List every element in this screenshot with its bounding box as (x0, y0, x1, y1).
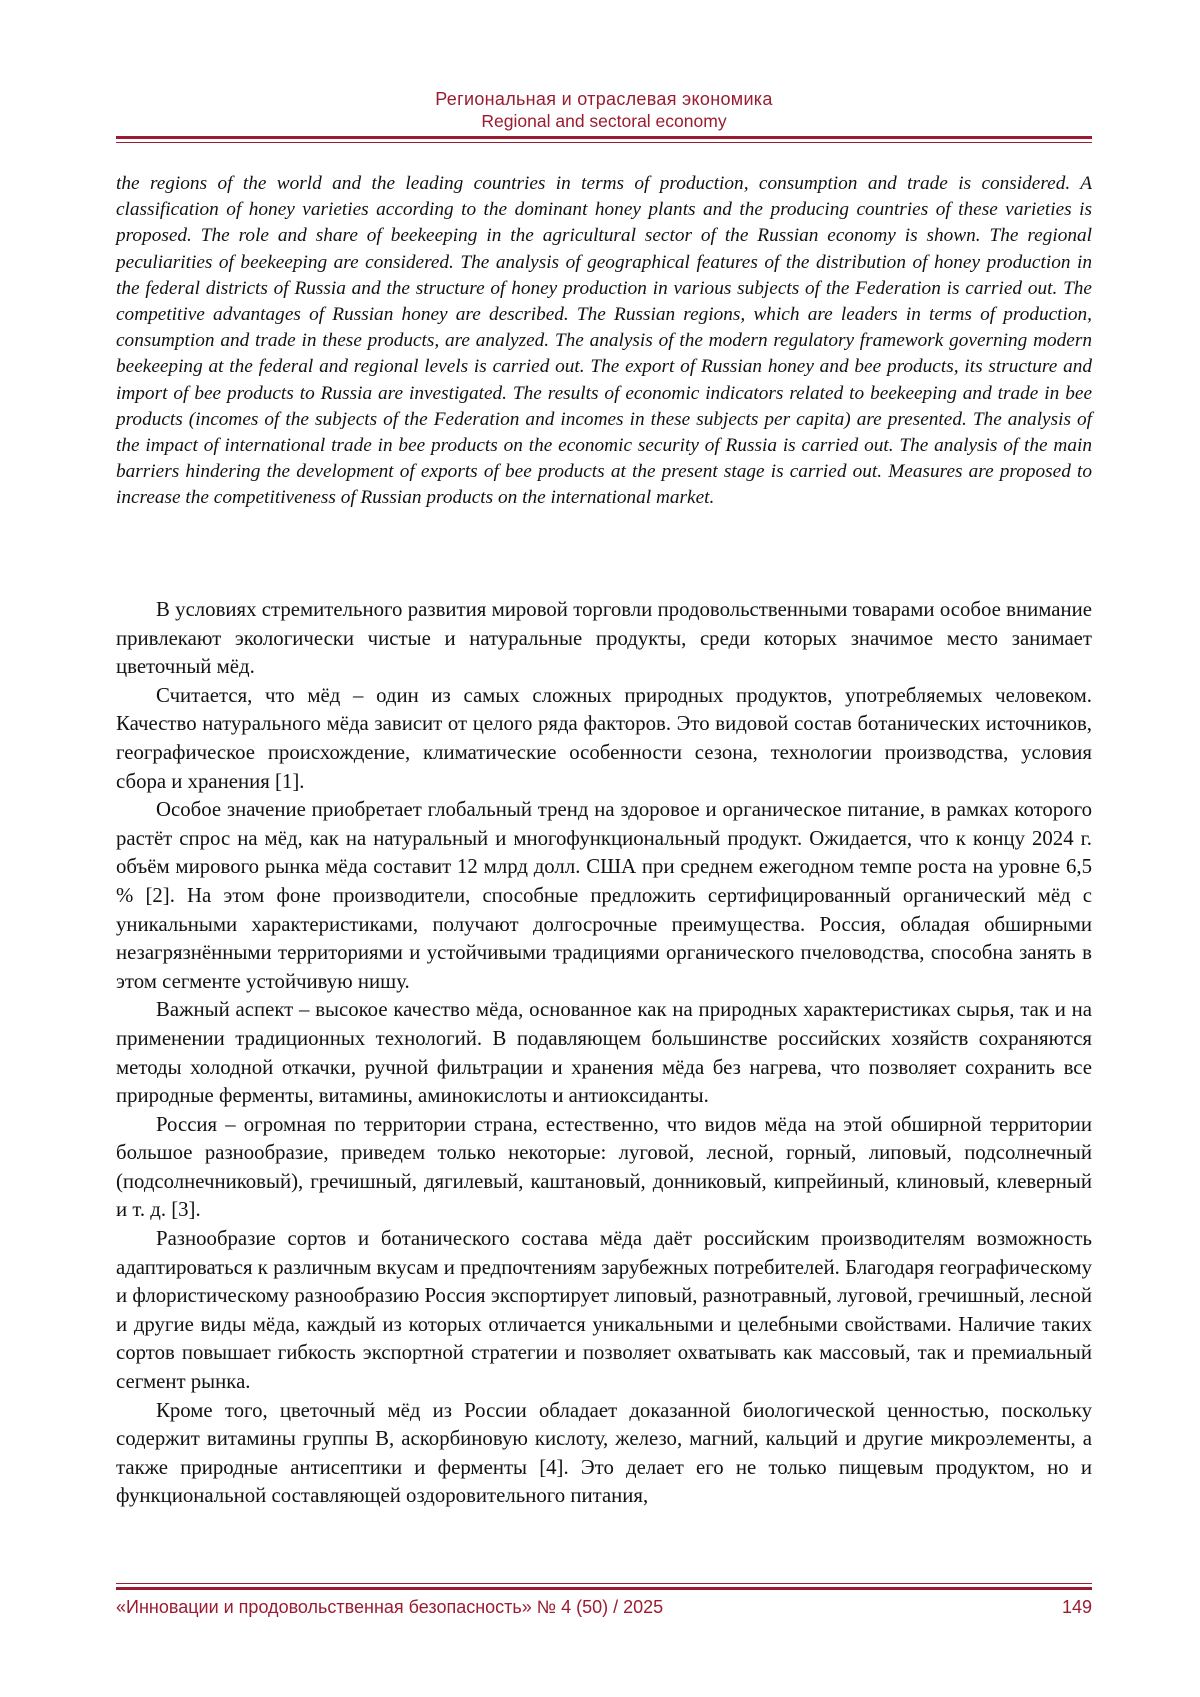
body-paragraph-6: Разнообразие сортов и ботанического состава мёда даёт российским производителям возможность адаптироваться к различным вкусам и предпочтениям зарубежных потребителей. Благодаря географическому и флористическому разнообразию Россия экспортирует липовый, разнотравный, луговой, гречишный, лесной и другие виды мёда, каждый из которых отличается уникальными и целебными свойствами. Наличие таких сортов повышает гибкость экспортной стратегии и позволяет охватывать как массовый, так и премиальный сегмент рынка. (116, 1227, 1092, 1394)
body-paragraph-1: В условиях стремительного развития мировой торговли продовольственными товарами особое внимание привлекают экологически чистые и натуральные продукты, среди которых значимое место занимает цветочный мёд. (116, 598, 1092, 679)
body-paragraph-4: Важный аспект – высокое качество мёда, основанное как на природных характеристиках сырья, так и на применении традиционных технологий. В подавляющем большинстве российских хозяйств сохраняются методы холодной откачки, ручной фильтрации и хранения мёда без нагрева, что позволяет сохранить все природные ферменты, витамины, аминокислоты и антиоксиданты. (116, 998, 1092, 1108)
page-number: 149 (1061, 1597, 1092, 1617)
body-paragraph-3: Особое значение приобретает глобальный тренд на здоровое и органическое питание, в рамках которого растёт спрос на мёд, как на натуральный и многофункциональный продукт. Ожидается, что к концу 2024 г. объём мирового рынка мёда составит 12 млрд долл. США при среднем ежегодном темпе роста на уровне 6,5 % [2]. На этом фоне производители, способные предложить сертифицированный органический мёд с уникальными характеристиками, получают долгосрочные преимущества. Россия, обладая обширными незагрязнёнными территориями и устойчивыми традициями органического пчеловодства, способна занять в этом сегменте устойчивую нишу. (116, 798, 1092, 993)
running-header (116, 88, 1092, 132)
abstract-text: the regions of the world and the leading countries in terms of production, consumption and trade is considered. A classification of honey varieties according to the dominant honey plants and the producing countries of these varieties is proposed. The role and share of beekeeping in the agricultural sector of the Russian economy is shown. The regional peculiarities of beekeeping are considered. The analysis of geographical features of the distribution of honey production in the federal districts of Russia and the structure of honey production in various subjects of the Federation is carried out. The competitive advantages of Russian honey are described. The Russian regions, which are leaders in terms of production, consumption and trade in these products, are analyzed. The analysis of the modern regulatory framework governing modern beekeeping at the federal and regional levels is carried out. The export of Russian honey and bee products, its structure and import of bee products to Russia are investigated. The results of economic indicators related to beekeeping and trade in bee products (incomes of the subjects of the Federation and incomes in these subjects per capita) are presented. The analysis of the impact of international trade in bee products on the economic security of Russia is carried out. The analysis of the main barriers hindering the development of exports of bee products at the present stage is carried out. Measures are proposed to increase the competitiveness of Russian products on the international market. (116, 173, 1092, 509)
footer-rule-thick (116, 1587, 1092, 1590)
header-rule-thin (116, 142, 1092, 143)
body-paragraph-5: Россия – огромная по территории страна, естественно, что видов мёда на этой обширной территории большое разнообразие, приведем только некоторые: луговой, лесной, горный, липовый, подсолнечный (подсолнечниковый), гречишный, дягилевый, каштановый, донниковый, кипрейиный, клиновый, клеверный и т. д. [3]. (116, 1112, 1092, 1222)
section-title-en: Regional and sectoral economy (481, 111, 727, 131)
body-paragraph-2: Считается, что мёд – один из самых сложных природных продуктов, употребляемых человеком. Качество натурального мёда зависит от целого ряда факторов. Это видовой состав ботанических источников, географическое происхождение, климатические особенности сезона, технологии производства, условия сбора и хранения [1]. (116, 683, 1092, 793)
journal-citation: «Инновации и продовольственная безопасность» № 4 (50) / 2025 (116, 1597, 664, 1617)
section-title-ru: Региональная и отраслевая экономика (435, 89, 773, 109)
header-rule-thick (116, 136, 1092, 139)
footer-double-rule (116, 1583, 1092, 1591)
body-paragraph-7: Кроме того, цветочный мёд из России обладает доказанной биологической ценностью, поскольку содержит витамины группы В, аскорбиновую кислоту, железо, магний, кальций и другие микроэлементы, а также природные антисептики и ферменты [4]. Это делает его не только пищевым продуктом, но и функциональной составляющей оздоровительного питания, (116, 1398, 1092, 1508)
body-text (116, 596, 1092, 1511)
footer-rule-thin (116, 1583, 1092, 1584)
header-double-rule (116, 136, 1092, 145)
